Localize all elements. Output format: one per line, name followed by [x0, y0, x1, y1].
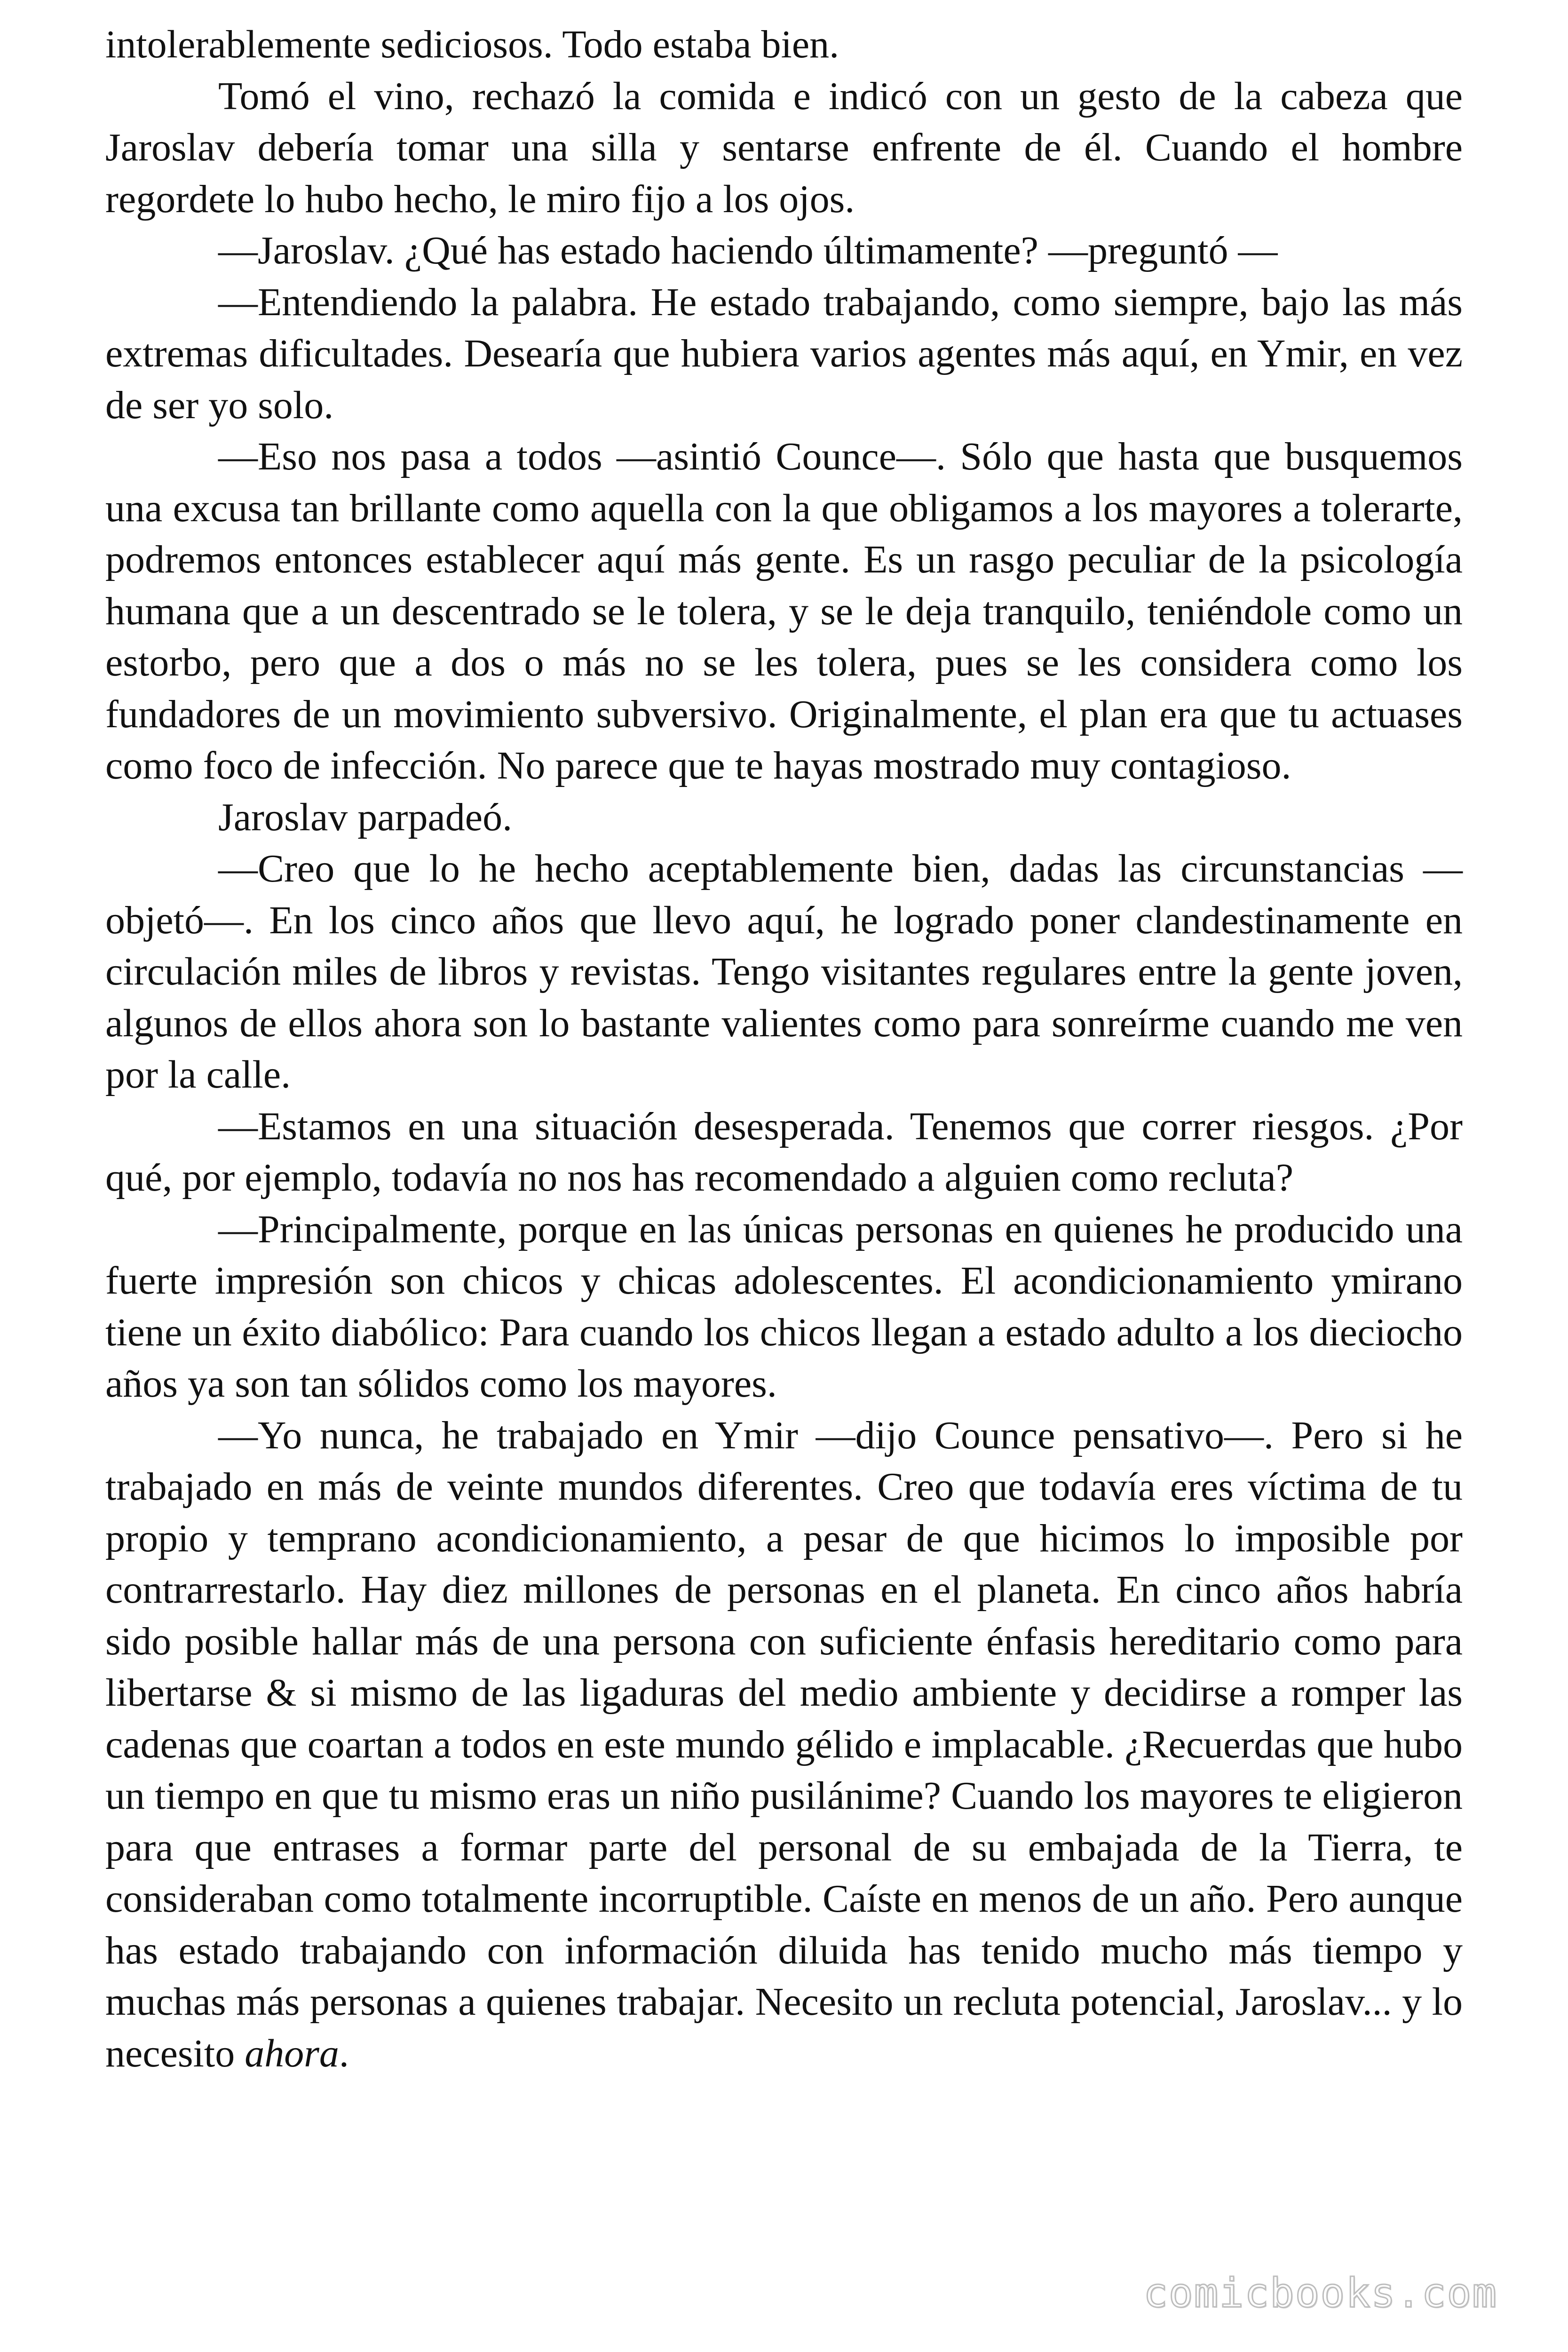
watermark-logo: comicbooks.com — [1143, 2270, 1497, 2317]
paragraph-10-end: . — [339, 2031, 349, 2075]
paragraph-1: intolerablemente sediciosos. Todo estaba bien. — [105, 23, 839, 66]
paragraph-4: —Entendiendo la palabra. He estado trabajando, como siempre, bajo las más extremas dificultades. Desearía que hubiera varios agentes más aquí, en Ymir, en vez de ser yo solo. — [105, 280, 1463, 427]
paragraph-5: —Eso nos pasa a todos —asintió Counce—. Sólo que hasta que busquemos una excusa tan brillante como aquella con la que obligamos a los mayores a tolerarte, podremos entonces establecer aquí más gente. Es un rasgo peculiar de la psicología humana que a un descentrado se le tolera, y se le deja tranquilo, teniéndole como un estorbo, pero que a dos o más no se les tolera, pues se les considera como los fundadores de un movimiento subversivo. Originalmente, el plan era que tu actuases como foco de infección. No parece que te hayas mostrado muy contagioso. — [105, 435, 1463, 787]
paragraph-8: —Estamos en una situación desesperada. Tenemos que correr riesgos. ¿Por qué, por ejemplo, todavía no nos has recomendado a alguien como recluta? — [105, 1104, 1463, 1200]
paragraph-6: Jaroslav parpadeó. — [218, 795, 513, 839]
paragraph-10-body: —Yo nunca, he trabajado en Ymir —dijo Counce pensativo—. Pero si he trabajado en más de veinte mundos diferentes. Creo que todavía eres víctima de tu propio y temprano acondicionamiento, a pesar de que hicimos lo imposible por contrarrestarlo. Hay diez millones de personas en el planeta. En cinco años habría sido posible hallar más de una persona con suficiente énfasis hereditario como para libertarse & si mismo de las ligaduras del medio ambiente y decidirse a romper las cadenas que coartan a todos en este mundo gélido e implacable. ¿Recuerdas que hubo un tiempo en que tu mismo eras un niño pusilánime? Cuando los mayores te eligieron para que entrases a formar parte del personal de su embajada de la Tierra, te consideraban como totalmente incorruptible. Caíste en menos de un año. Pero aunque has estado trabajando con información diluida has tenido mucho más tiempo y muchas más personas a quienes trabajar. Necesito un recluta potencial, Jaroslav... y lo necesito — [105, 1413, 1463, 2075]
paragraph-3: —Jaroslav. ¿Qué has estado haciendo últimamente? —preguntó — — [218, 229, 1278, 272]
paragraph-7: —Creo que lo he hecho aceptablemente bien, dadas las circunstancias —objetó—. En los cinco años que llevo aquí, he logrado poner clandestinamente en circulación miles de libros y revistas. Tengo visitantes regulares entre la gente joven, algunos de ellos ahora son lo bastante valientes como para sonreírme cuando me ven por la calle. — [105, 847, 1463, 1097]
paragraph-10 — [105, 1410, 1463, 2080]
paragraph-9: —Principalmente, porque en las únicas personas en quienes he producido una fuerte impresión son chicos y chicas adolescentes. El acondicionamiento ymirano tiene un éxito diabólico: Para cuando los chicos llegan a estado adulto a los dieciocho años ya son tan sólidos como los mayores. — [105, 1207, 1463, 1406]
book-page — [105, 19, 1463, 2305]
emphasis-word: ahora — [245, 2031, 339, 2075]
paragraph-2: Tomó el vino, rechazó la comida e indicó con un gesto de la cabeza que Jaroslav debería tomar una silla y sentarse enfrente de él. Cuando el hombre regordete lo hubo hecho, le miro fijo a los ojos. — [105, 74, 1463, 221]
